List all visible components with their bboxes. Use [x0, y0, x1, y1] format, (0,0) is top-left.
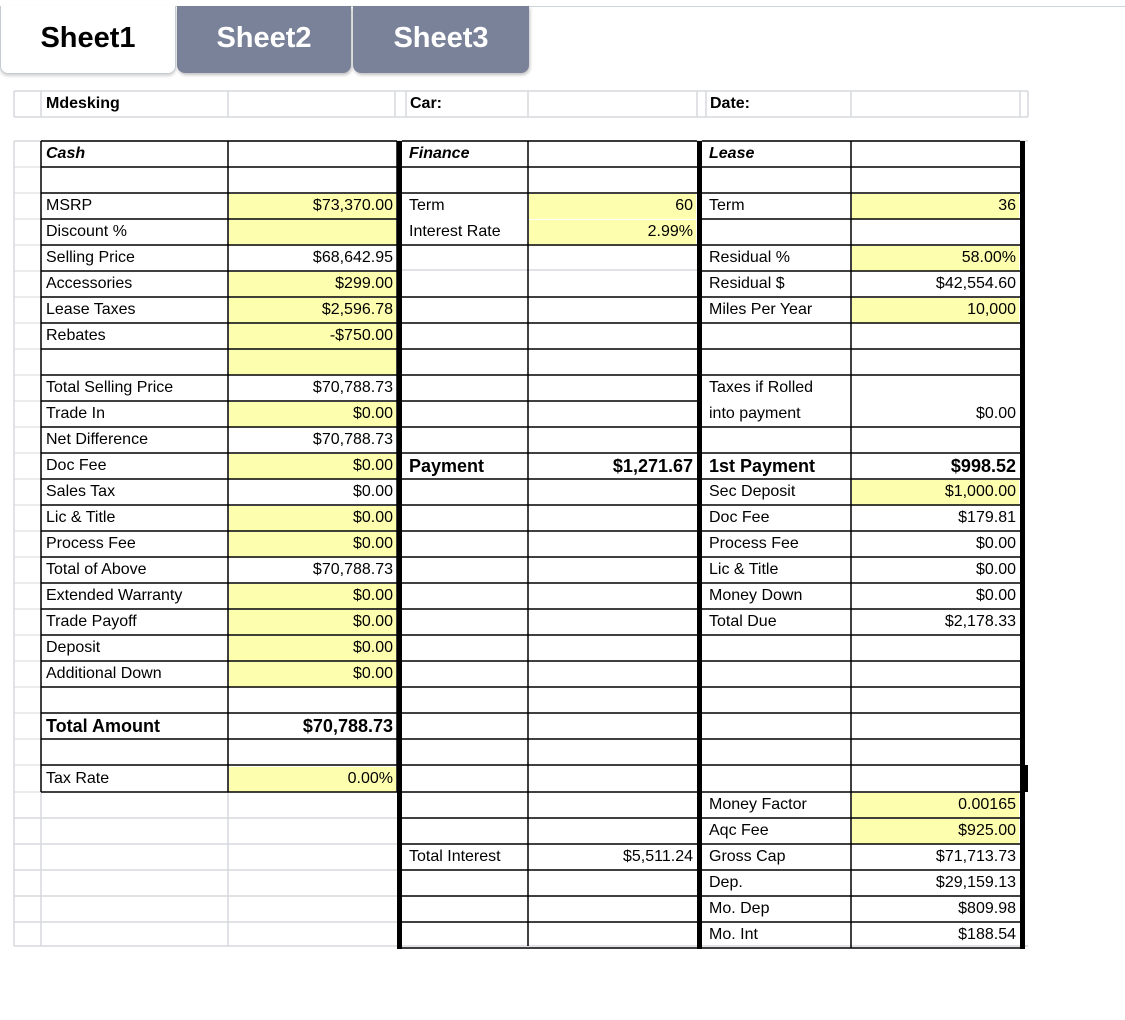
- lease-lic-title-label: Lic & Title: [709, 561, 779, 578]
- lease-process-fee-label: Process Fee: [709, 535, 799, 552]
- taxes-rolled-label-line2: into payment: [709, 405, 801, 422]
- car-label: Car:: [410, 95, 443, 112]
- mo-int-value[interactable]: $188.54: [958, 926, 1016, 943]
- mo-dep-value[interactable]: $809.98: [958, 900, 1016, 917]
- mo-dep-label: Mo. Dep: [709, 900, 770, 917]
- lease-doc-fee-label: Doc Fee: [709, 509, 770, 526]
- lease-taxes-value[interactable]: $2,596.78: [321, 301, 393, 318]
- residual-pct-value[interactable]: 58.00%: [961, 249, 1016, 266]
- gross-cap-value[interactable]: $71,713.73: [935, 848, 1016, 865]
- dealer-name: Mdesking: [46, 95, 120, 112]
- rebates-value[interactable]: -$750.00: [329, 327, 393, 344]
- aqc-fee-label: Aqc Fee: [709, 822, 769, 839]
- process-fee-label: Process Fee: [46, 535, 136, 552]
- deposit-value[interactable]: $0.00: [352, 639, 393, 656]
- finance-payment-label: Payment: [409, 456, 485, 476]
- doc-fee-value[interactable]: $0.00: [352, 457, 393, 474]
- sec-deposit-label: Sec Deposit: [709, 483, 796, 500]
- tax-rate-value[interactable]: 0.00%: [347, 770, 393, 787]
- discount-label: Discount %: [46, 223, 127, 240]
- trade-in-value[interactable]: $0.00: [352, 405, 393, 422]
- total-interest-label: Total Interest: [409, 848, 501, 865]
- finance-payment-value[interactable]: $1,271.67: [612, 456, 693, 476]
- money-down-label: Money Down: [709, 587, 803, 604]
- finance-term-label: Term: [409, 197, 445, 214]
- lease-term-value[interactable]: 36: [998, 197, 1016, 214]
- total-above-value[interactable]: $70,788.73: [312, 561, 393, 578]
- money-factor-label: Money Factor: [709, 796, 807, 813]
- dep-label: Dep.: [709, 874, 743, 891]
- dep-value[interactable]: $29,159.13: [935, 874, 1016, 891]
- first-payment-label: 1st Payment: [709, 456, 816, 476]
- first-payment-value[interactable]: $998.52: [950, 456, 1016, 476]
- gross-cap-label: Gross Cap: [709, 848, 786, 865]
- finance-term-value[interactable]: 60: [675, 197, 693, 214]
- lease-doc-fee-value[interactable]: $179.81: [958, 509, 1016, 526]
- taxes-rolled-label-line1: Taxes if Rolled: [709, 379, 814, 396]
- money-factor-value[interactable]: 0.00165: [958, 796, 1016, 813]
- rebates-label: Rebates: [46, 327, 106, 344]
- money-down-value[interactable]: $0.00: [975, 587, 1016, 604]
- tab-sheet1[interactable]: Sheet1: [0, 6, 176, 74]
- total-selling-price-label: Total Selling Price: [46, 379, 174, 396]
- tab-sheet2[interactable]: Sheet2: [177, 6, 351, 73]
- taxes-rolled-value[interactable]: $0.00: [975, 405, 1016, 422]
- extended-warranty-label: Extended Warranty: [46, 587, 183, 604]
- accessories-value[interactable]: $299.00: [335, 275, 393, 292]
- lease-lic-title-value[interactable]: $0.00: [975, 561, 1016, 578]
- msrp-value[interactable]: $73,370.00: [312, 197, 393, 214]
- lic-title-label: Lic & Title: [46, 509, 116, 526]
- total-amount-label: Total Amount: [46, 716, 160, 736]
- residual-pct-label: Residual %: [709, 249, 790, 266]
- lease-title: Lease: [709, 145, 755, 162]
- total-selling-price-value[interactable]: $70,788.73: [312, 379, 393, 396]
- net-difference-value[interactable]: $70,788.73: [312, 431, 393, 448]
- lic-title-value[interactable]: $0.00: [352, 509, 393, 526]
- process-fee-value[interactable]: $0.00: [352, 535, 393, 552]
- total-due-label: Total Due: [709, 613, 777, 630]
- sales-tax-label: Sales Tax: [46, 483, 116, 500]
- net-difference-label: Net Difference: [46, 431, 148, 448]
- trade-in-label: Trade In: [46, 405, 105, 422]
- interest-rate-label: Interest Rate: [409, 223, 501, 240]
- total-amount-value[interactable]: $70,788.73: [302, 716, 393, 736]
- sec-deposit-value[interactable]: $1,000.00: [944, 483, 1016, 500]
- total-due-value[interactable]: $2,178.33: [944, 613, 1016, 630]
- miles-per-year-label: Miles Per Year: [709, 301, 813, 318]
- trade-payoff-label: Trade Payoff: [46, 613, 137, 630]
- msrp-label: MSRP: [46, 197, 93, 214]
- deposit-label: Deposit: [46, 639, 101, 656]
- aqc-fee-value[interactable]: $925.00: [958, 822, 1016, 839]
- residual-amt-value[interactable]: $42,554.60: [935, 275, 1016, 292]
- cash-title: Cash: [46, 145, 86, 162]
- finance-title: Finance: [409, 145, 470, 162]
- date-label: Date:: [710, 95, 751, 112]
- total-above-label: Total of Above: [46, 561, 147, 578]
- interest-rate-value[interactable]: 2.99%: [647, 223, 693, 240]
- tax-rate-label: Tax Rate: [46, 770, 110, 787]
- tab-sheet3[interactable]: Sheet3: [353, 6, 529, 73]
- selling-price-value[interactable]: $68,642.95: [312, 249, 393, 266]
- miles-per-year-value[interactable]: 10,000: [967, 301, 1016, 318]
- total-interest-value[interactable]: $5,511.24: [623, 848, 693, 865]
- accessories-label: Accessories: [46, 275, 133, 292]
- sales-tax-value[interactable]: $0.00: [352, 483, 393, 500]
- extended-warranty-value[interactable]: $0.00: [352, 587, 393, 604]
- mo-int-label: Mo. Int: [709, 926, 758, 943]
- additional-down-value[interactable]: $0.00: [352, 665, 393, 682]
- doc-fee-label: Doc Fee: [46, 457, 107, 474]
- additional-down-label: Additional Down: [46, 665, 162, 682]
- selling-price-label: Selling Price: [46, 249, 135, 266]
- trade-payoff-value[interactable]: $0.00: [352, 613, 393, 630]
- lease-term-label: Term: [709, 197, 745, 214]
- lease-taxes-label: Lease Taxes: [46, 301, 136, 318]
- residual-amt-label: Residual $: [709, 275, 785, 292]
- lease-process-fee-value[interactable]: $0.00: [975, 535, 1016, 552]
